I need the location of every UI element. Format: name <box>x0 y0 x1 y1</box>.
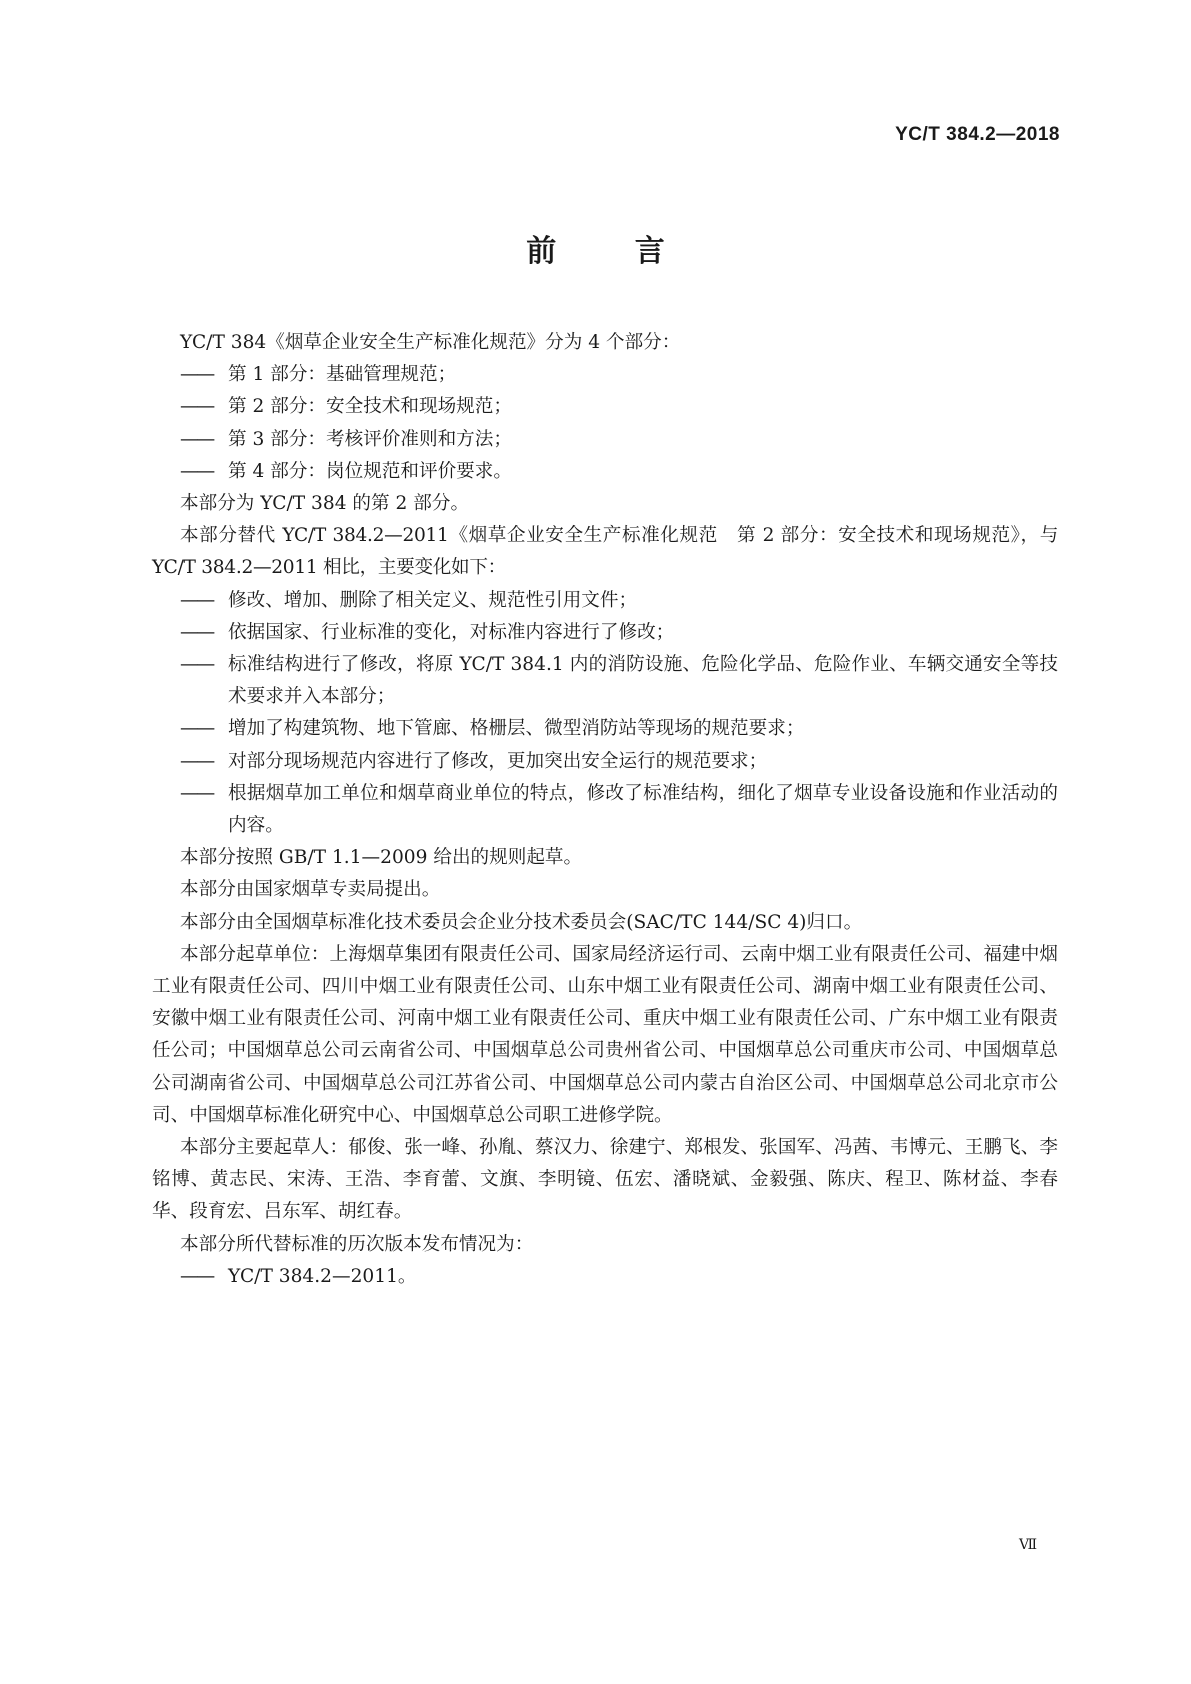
paragraph-drafters: 本部分主要起草人：郁俊、张一峰、孙胤、蔡汉力、徐建宁、郑根发、张国军、冯茜、韦博元、王鹏飞、李铭博、黄志民、宋涛、王浩、李育蕾、文旗、李明镜、伍宏、潘晓斌、金毅强、陈庆、程卫、陈材益、李春华、段育宏、吕东军、胡红春。 <box>152 1137 1058 1223</box>
list-item-history-1: —— YC/T 384.2—2011。 <box>152 1261 1058 1293</box>
paragraph-intro: YC/T 384《烟草企业安全生产标准化规范》分为 4 个部分： <box>180 332 681 353</box>
paragraph-this-part: 本部分为 YC/T 384 的第 2 部分。 <box>180 493 470 515</box>
list-item-part-1: —— 第 1 部分：基础管理规范； <box>152 359 1058 391</box>
paragraph-history: 本部分所代替标准的历次版本发布情况为： <box>180 1233 534 1255</box>
standard-code: YC/T 384.2—2018 <box>895 124 1060 145</box>
list-item-change-4: —— 增加了构建筑物、地下管廊、格栅层、微型消防站等现场的规范要求； <box>152 713 1058 745</box>
foreword-body <box>152 327 1058 1293</box>
paragraph-under: 本部分由全国烟草标准化技术委员会企业分技术委员会(SAC/TC 144/SC 4)归口。 <box>180 911 863 933</box>
paragraph-drafting-rule: 本部分按照 GB/T 1.1—2009 给出的规则起草。 <box>180 847 583 869</box>
paragraph-drafting-units: 本部分起草单位：上海烟草集团有限责任公司、国家局经济运行司、云南中烟工业有限责任公司、福建中烟工业有限责任公司、四川中烟工业有限责任公司、山东中烟工业有限责任公司、湖南中烟工业有限责任公司、安徽中烟工业有限责任公司、河南中烟工业有限责任公司、重庆中烟工业有限责任公司、广东中烟工业有限责任公司；中国烟草总公司云南省公司、中国烟草总公司贵州省公司、中国烟草总公司重庆市公司、中国烟草总公司湖南省公司、中国烟草总公司江苏省公司、中国烟草总公司内蒙古自治区公司、中国烟草总公司北京市公司、中国烟草标准化研究中心、中国烟草总公司职工进修学院。 <box>152 943 1058 1126</box>
list-item-part-3: —— 第 3 部分：考核评价准则和方法； <box>152 424 1058 456</box>
list-item-part-4: —— 第 4 部分：岗位规范和评价要求。 <box>152 456 1058 488</box>
page-number: Ⅶ <box>1019 1537 1038 1553</box>
list-item-change-6: —— 根据烟草加工单位和烟草商业单位的特点，修改了标准结构，细化了烟草专业设备设施和作业活动的内容。 <box>152 778 1058 842</box>
list-item-change-3: —— 标准结构进行了修改，将原 YC/T 384.1 内的消防设施、危险化学品、危险作业、车辆交通安全等技术要求并入本部分； <box>152 649 1058 713</box>
list-item-change-1: —— 修改、增加、删除了相关定义、规范性引用文件； <box>152 585 1058 617</box>
paragraph-proposed-by: 本部分由国家烟草专卖局提出。 <box>180 879 441 901</box>
list-item-part-2: —— 第 2 部分：安全技术和现场规范； <box>152 391 1058 423</box>
paragraph-replace: 本部分替代 YC/T 384.2—2011《烟草企业安全生产标准化规范 第 2 部分：安全技术和现场规范》，与 YC/T 384.2—2011 相比，主要变化如下： <box>152 525 1058 579</box>
page-title: 前 言 <box>526 234 699 269</box>
list-item-change-5: —— 对部分现场规范内容进行了修改，更加突出安全运行的规范要求； <box>152 746 1058 778</box>
list-item-change-2: —— 依据国家、行业标准的变化，对标准内容进行了修改； <box>152 617 1058 649</box>
